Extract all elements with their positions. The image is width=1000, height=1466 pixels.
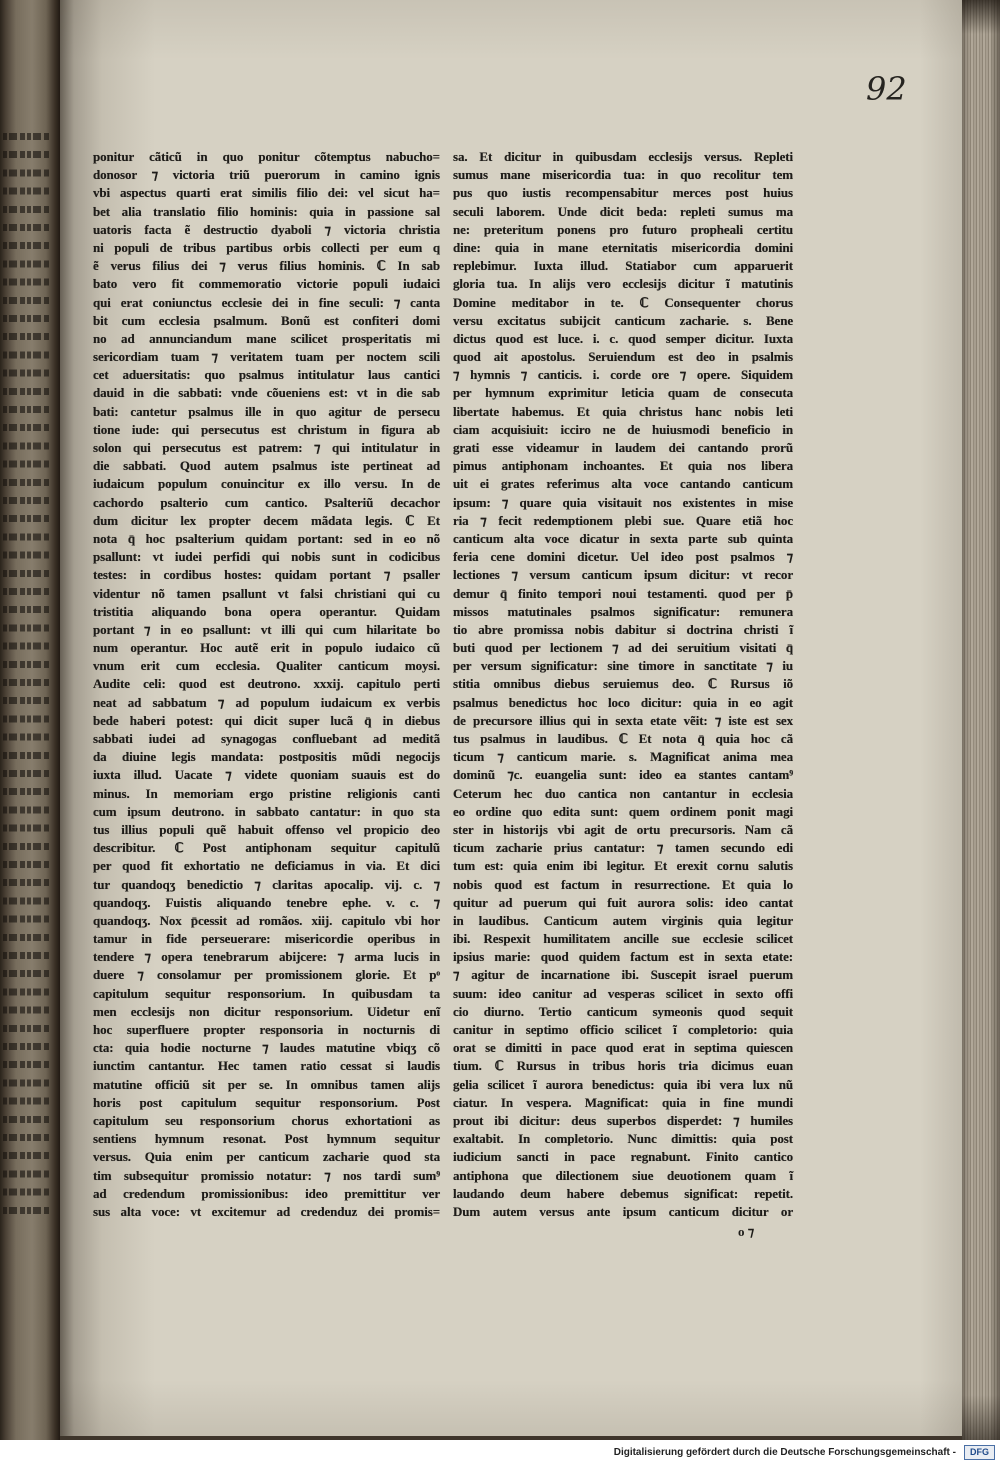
text-line: tur quandoqʒ benedictio ⁊ claritas apocalip. vij. c. ⁊ bbox=[93, 876, 440, 892]
text-line: describitur. ℂ Post antiphonam sequitur capitulũ bbox=[93, 840, 440, 856]
text-line: dauid in die sabbati: vnde cõueniens est: vt in die sab bbox=[93, 385, 440, 401]
page-stack-edges bbox=[962, 0, 1000, 1440]
text-line: ẽ verus filius dei ⁊ verus filius hominis. ℂ In sab bbox=[93, 258, 440, 274]
text-line: dum dicitur lex propter decem mãdata legis. ℂ Et bbox=[93, 512, 440, 528]
text-line: cio diurno. Tertio canticum symeonis quod sequit bbox=[453, 1003, 793, 1019]
text-line: bet alia translatio filio hominis: quia in passione sal bbox=[93, 203, 440, 219]
text-line: exaltabit. In completorio. Nunc dimittis: quia post bbox=[453, 1131, 793, 1147]
text-line: dominũ ⁊c. euangelia sunt: ideo ea stantes cantam⁹ bbox=[453, 767, 793, 783]
text-line: grati esse videamur in laudem dei cantando prorũ bbox=[453, 440, 793, 455]
text-line: ciam acquisiuit: icciro ne de huiusmodi beneficio in bbox=[453, 421, 793, 437]
text-line: buti quod per lectionem ⁊ ad dei seruitium visitati q̄ bbox=[453, 640, 793, 656]
text-line: donosor ⁊ victoria triũ puerorum in camino ignis bbox=[93, 167, 440, 183]
text-line: qui erat coniunctus ecclesie dei in fine seculi: ⁊ canta bbox=[93, 294, 440, 310]
text-line: no ad annunciandum mane scilicet prosperitatis mi bbox=[93, 330, 440, 346]
text-line: tione iude: qui persecutus est christum in figura ab bbox=[93, 421, 440, 437]
facing-page-text-fragments bbox=[3, 128, 51, 1223]
text-line: dine: quia in mane eternitatis misericordia domini bbox=[453, 239, 793, 255]
digitization-footer bbox=[0, 1440, 1000, 1466]
text-line: bede haberi potest: qui dicit super lucã q̄ in diebus bbox=[93, 712, 440, 728]
text-line: eo ordine quo edita sunt: quem ordinem ponit magi bbox=[453, 803, 793, 819]
text-line: tristitia aliquando bona opera operantur. Quidam bbox=[93, 603, 440, 619]
text-line: nobis quod est factum in resurrectione. Et quia lo bbox=[453, 876, 793, 892]
text-line: dictus quod est luce. i. c. quod semper dicitur. Iuxta bbox=[453, 330, 793, 346]
text-line: suum: ideo canitur ad vesperas scilicet in sexto offi bbox=[453, 985, 793, 1001]
text-line: tus illius populi quẽ habuit offenso vel propicio deo bbox=[93, 821, 440, 837]
text-column-right bbox=[453, 148, 793, 1221]
text-line: cachordo psalterio cum cantico. Psalteriũ decachor bbox=[93, 494, 440, 510]
catchword: o ⁊ bbox=[738, 1224, 755, 1239]
text-line: canitur in septimo officio scilicet ĩ completorio: quia bbox=[453, 1022, 793, 1037]
text-line: ciatur. In vespera. Magnificat: quia in fine mundi bbox=[453, 1094, 793, 1110]
text-line: quod ait apostolus. Seruiendum est deo in psalmis bbox=[453, 349, 793, 365]
text-line: Dum autem versus ante ipsum canticum dicitur or bbox=[453, 1203, 793, 1219]
text-line: neat ad sabbatum ⁊ ad populum iudaicum ex verbis bbox=[93, 694, 440, 710]
text-line: iudaicum populum conuincitur ex illo versu. In de bbox=[93, 476, 440, 492]
text-line: ticum ⁊ canticum marie. s. Magnificat anima mea bbox=[453, 749, 793, 765]
text-line: missos matutinales psalmos significatur: remunera bbox=[453, 603, 793, 619]
text-line: da diuine legis mandata: postpositis mũdi negocijs bbox=[93, 749, 440, 765]
text-line: uatoris facta ẽ destructio dyaboli ⁊ victoria christia bbox=[93, 221, 440, 237]
text-line: quandoqʒ. Fuistis aliquando tenebre ephe. v. c. ⁊ bbox=[93, 894, 440, 910]
text-line: capitulum sequitur responsorium. In quibusdam ta bbox=[93, 985, 440, 1001]
text-line: in laudibus. Canticum autem virginis quia legitur bbox=[453, 912, 793, 928]
text-line: feria cene domini dicetur. Uel ideo post psalmos ⁊ bbox=[453, 549, 793, 565]
text-line: capitulum seu responsorium chorus exhortationi as bbox=[93, 1112, 440, 1128]
text-line: tum est: quia enim ibi legitur. Et erexit cornu salutis bbox=[453, 858, 793, 874]
text-line: iunctim cantantur. Hec tamen ratio cessat si laudis bbox=[93, 1058, 440, 1074]
text-line: stitia omnibus diebus seruiemus deo. ℂ Rursus iõ bbox=[453, 676, 793, 692]
text-line: sentiens hymnum resonat. Post hymnum sequitur bbox=[93, 1131, 440, 1147]
text-line: sumus mane misericordia tua: in quo recolitur tem bbox=[453, 167, 793, 183]
text-line: ria ⁊ fecit redemptionem plebi sue. Quare etiã hoc bbox=[453, 512, 793, 528]
text-line: pus quo iustis recompensabitur merces post huius bbox=[453, 185, 793, 201]
text-line: bit cum ecclesia psalmum. Bonũ est confiteri domi bbox=[93, 312, 440, 328]
text-line: sus alta voce: vt excitemur ad credenduz dei promis= bbox=[93, 1203, 440, 1219]
text-line: cet aduersitatis: quo psalmus intitulatur laus cantici bbox=[93, 367, 440, 383]
text-line: gelia scilicet ĩ aurora benedictus: quia ibi vera lux nũ bbox=[453, 1076, 793, 1092]
text-line: de precursore illius qui in sexta etate vẽit: ⁊ iste est sex bbox=[453, 712, 793, 728]
text-line: cum ipsum deutrono. in sabbato cantatur: in quo sta bbox=[93, 803, 440, 819]
text-line: tus psalmus in laudibus. ℂ Et nota q̄ quia hoc cã bbox=[453, 731, 793, 746]
text-line: gloria tua. In alijs vero ecclesijs dicitur ĩ matutinis bbox=[453, 276, 793, 292]
text-line: bati: cantetur psalmus ille in quo agitur de persecu bbox=[93, 403, 440, 419]
text-line: psalmus benedictus hoc loco dicitur: quia in eo agit bbox=[453, 694, 793, 710]
text-line: iudicium sancti in pace regnabunt. Finito cantico bbox=[453, 1149, 793, 1165]
text-line: per quod fit exhortatio ne deficiamus in via. Et dici bbox=[93, 858, 440, 874]
text-line: sabbati iudei ad synagogas confluebant ad meditã bbox=[93, 731, 440, 746]
text-line: nota q̄ hoc psalterium quidam portant: sed in eo nõ bbox=[93, 530, 440, 546]
text-line: duere ⁊ consolamur per promissionem glorie. Et pᵒ bbox=[93, 967, 440, 983]
page-number: 92 bbox=[866, 70, 907, 108]
text-line: ipsius marie: quod quidem factum est in sexta etate: bbox=[453, 949, 793, 965]
text-line: matutine officiũ sit per se. In omnibus tamen alijs bbox=[93, 1076, 440, 1092]
text-line: sa. Et dicitur in quibusdam ecclesijs versus. Repleti bbox=[453, 149, 793, 164]
text-line: ticum zacharie prius cantatur: ⁊ tamen secundo edi bbox=[453, 840, 793, 856]
text-line: vbi aspectus quarti erat similis filio dei: vel sicut ha= bbox=[93, 185, 440, 201]
text-line: testes: in cordibus hostes: quidam portant ⁊ psaller bbox=[93, 567, 440, 583]
facing-page-edge bbox=[0, 0, 60, 1440]
text-line: vnum erit cum ecclesia. Qualiter canticum moysi. bbox=[93, 658, 440, 674]
text-line: tio abre promissa nobis dabitur si doctrina christi ĩ bbox=[453, 621, 793, 637]
text-line: Audite celi: quod est deutrono. xxxij. capitulo perti bbox=[93, 676, 440, 692]
text-line: ponitur cãticũ in quo ponitur cõtemptus nabucho= bbox=[93, 149, 440, 164]
text-line: Domine meditabor in te. ℂ Consequenter chorus bbox=[453, 294, 793, 310]
text-line: tendere ⁊ opera tenebrarum abijcere: ⁊ arma lucis in bbox=[93, 949, 440, 965]
text-line: sericordiam tuam ⁊ veritatem tuam per noctem scili bbox=[93, 349, 440, 365]
text-line: ipsum: ⁊ quare quia visitauit nos existentes in mise bbox=[453, 494, 793, 510]
text-line: prout ibi dicitur: deus superbos disperdet: ⁊ humiles bbox=[453, 1112, 793, 1128]
text-column-left bbox=[93, 148, 440, 1221]
text-line: ⁊ agitur de incarnatione ibi. Suscepit israel puerum bbox=[453, 967, 793, 983]
text-line: horis post capitulum sequitur responsorium. Post bbox=[93, 1094, 440, 1110]
text-line: libertate habemus. Et quia christus hanc nobis leti bbox=[453, 403, 793, 419]
funding-notice: Digitalisierung gefördert durch die Deutsche Forschungsgemeinschaft - bbox=[613, 1447, 956, 1458]
text-line: pimus antiphonam inchoantes. Et quia nos libera bbox=[453, 458, 793, 474]
text-line: orat se dimitti in pace quod erat in septima quiescen bbox=[453, 1040, 793, 1056]
text-line: minus. In memoriam ergo pristine religionis canti bbox=[93, 785, 440, 801]
text-line: hoc superfluere propter responsoria in nocturnis di bbox=[93, 1022, 440, 1037]
text-line: num operantur. Hoc autẽ erit in populo iudaico cũ bbox=[93, 640, 440, 656]
text-line: portant ⁊ in eo psallunt: vt illi qui cum hilaritate bo bbox=[93, 621, 440, 637]
text-line: per versum significatur: sine timore in sanctitate ⁊ iu bbox=[453, 658, 793, 674]
dfg-logo: DFG bbox=[964, 1445, 995, 1460]
text-line: replebimur. Iuxta illud. Statiabor cum apparuerit bbox=[453, 258, 793, 274]
text-line: men ecclesijs non dicitur responsorium. Uidetur enĩ bbox=[93, 1003, 440, 1019]
text-line: iuxta illud. Uacate ⁊ videte quoniam suauis est do bbox=[93, 767, 440, 783]
text-line: antiphona que dilectionem siue deuotionem quam ĩ bbox=[453, 1167, 793, 1183]
text-line: die sabbati. Quod autem psalmus iste pertineat ad bbox=[93, 458, 440, 474]
text-line: canticum alta voce dicatur in sexta parte sub quinta bbox=[453, 530, 793, 546]
text-line: ni populi de tribus partibus orbis collecti per eum q bbox=[93, 239, 440, 255]
text-line: quandoqʒ. Nox p̄cessit ad romãos. xiij. capitulo vbi hor bbox=[93, 912, 440, 928]
text-line: tium. ℂ Rursus in tribus horis tria dicimus euan bbox=[453, 1058, 793, 1074]
text-line: bato vero fit commemoratio victorie populi iudaici bbox=[93, 276, 440, 292]
text-line: videntur nõ tamen psallunt vt falsi christiani qui cu bbox=[93, 585, 440, 601]
text-line: laudando deum habere debemus significat: repetit. bbox=[453, 1185, 793, 1201]
text-line: quitur ad puerum qui fuit aurora solis: ideo cantat bbox=[453, 894, 793, 910]
text-line: Ceterum hec duo cantica non cantantur in ecclesia bbox=[453, 785, 793, 801]
text-line: tim subsequitur promissio notatur: ⁊ nos tardi sum⁹ bbox=[93, 1167, 440, 1183]
text-line: per hymnum exprimitur leticia quam de consecuta bbox=[453, 385, 793, 401]
text-line: lectiones ⁊ versum canticum ipsum dicitur: vt recor bbox=[453, 567, 793, 583]
text-line: solon qui persecutus est patrem: ⁊ qui intitulatur in bbox=[93, 440, 440, 455]
text-line: psallunt: vt iudei perfidi qui nobis sunt in codicibus bbox=[93, 549, 440, 565]
book-page bbox=[60, 0, 962, 1436]
text-line: uit ei grates referimus alta voce cantando canticum bbox=[453, 476, 793, 492]
text-line: cta: quia hodie nocturne ⁊ laudes matutine vbiqʒ cõ bbox=[93, 1040, 440, 1056]
text-line: versus. Quia enim per canticum zacharie quod sta bbox=[93, 1149, 440, 1165]
text-line: ne: preteritum ponens pro futuro propheali certitu bbox=[453, 221, 793, 237]
text-line: versu excitatus subijcit canticum zacharie. s. Bene bbox=[453, 312, 793, 328]
text-line: ibi. Respexit humilitatem ancille sue ecclesie scilicet bbox=[453, 931, 793, 947]
text-line: ad credendum promissionibus: ideo premittitur ver bbox=[93, 1185, 440, 1201]
text-line: seculi laborem. Unde dicit beda: repleti sumus ma bbox=[453, 203, 793, 219]
text-line: ster in historijs vbi agit de ortu precursoris. Nam cã bbox=[453, 821, 793, 837]
text-line: ⁊ hymnis ⁊ canticis. i. corde ore ⁊ opere. Siquidem bbox=[453, 367, 793, 383]
text-line: tamur in fide perseuerare: misericordie operibus in bbox=[93, 931, 440, 947]
text-line: demur q̄ finito tempori noui testamenti. quod per p̄ bbox=[453, 585, 793, 601]
